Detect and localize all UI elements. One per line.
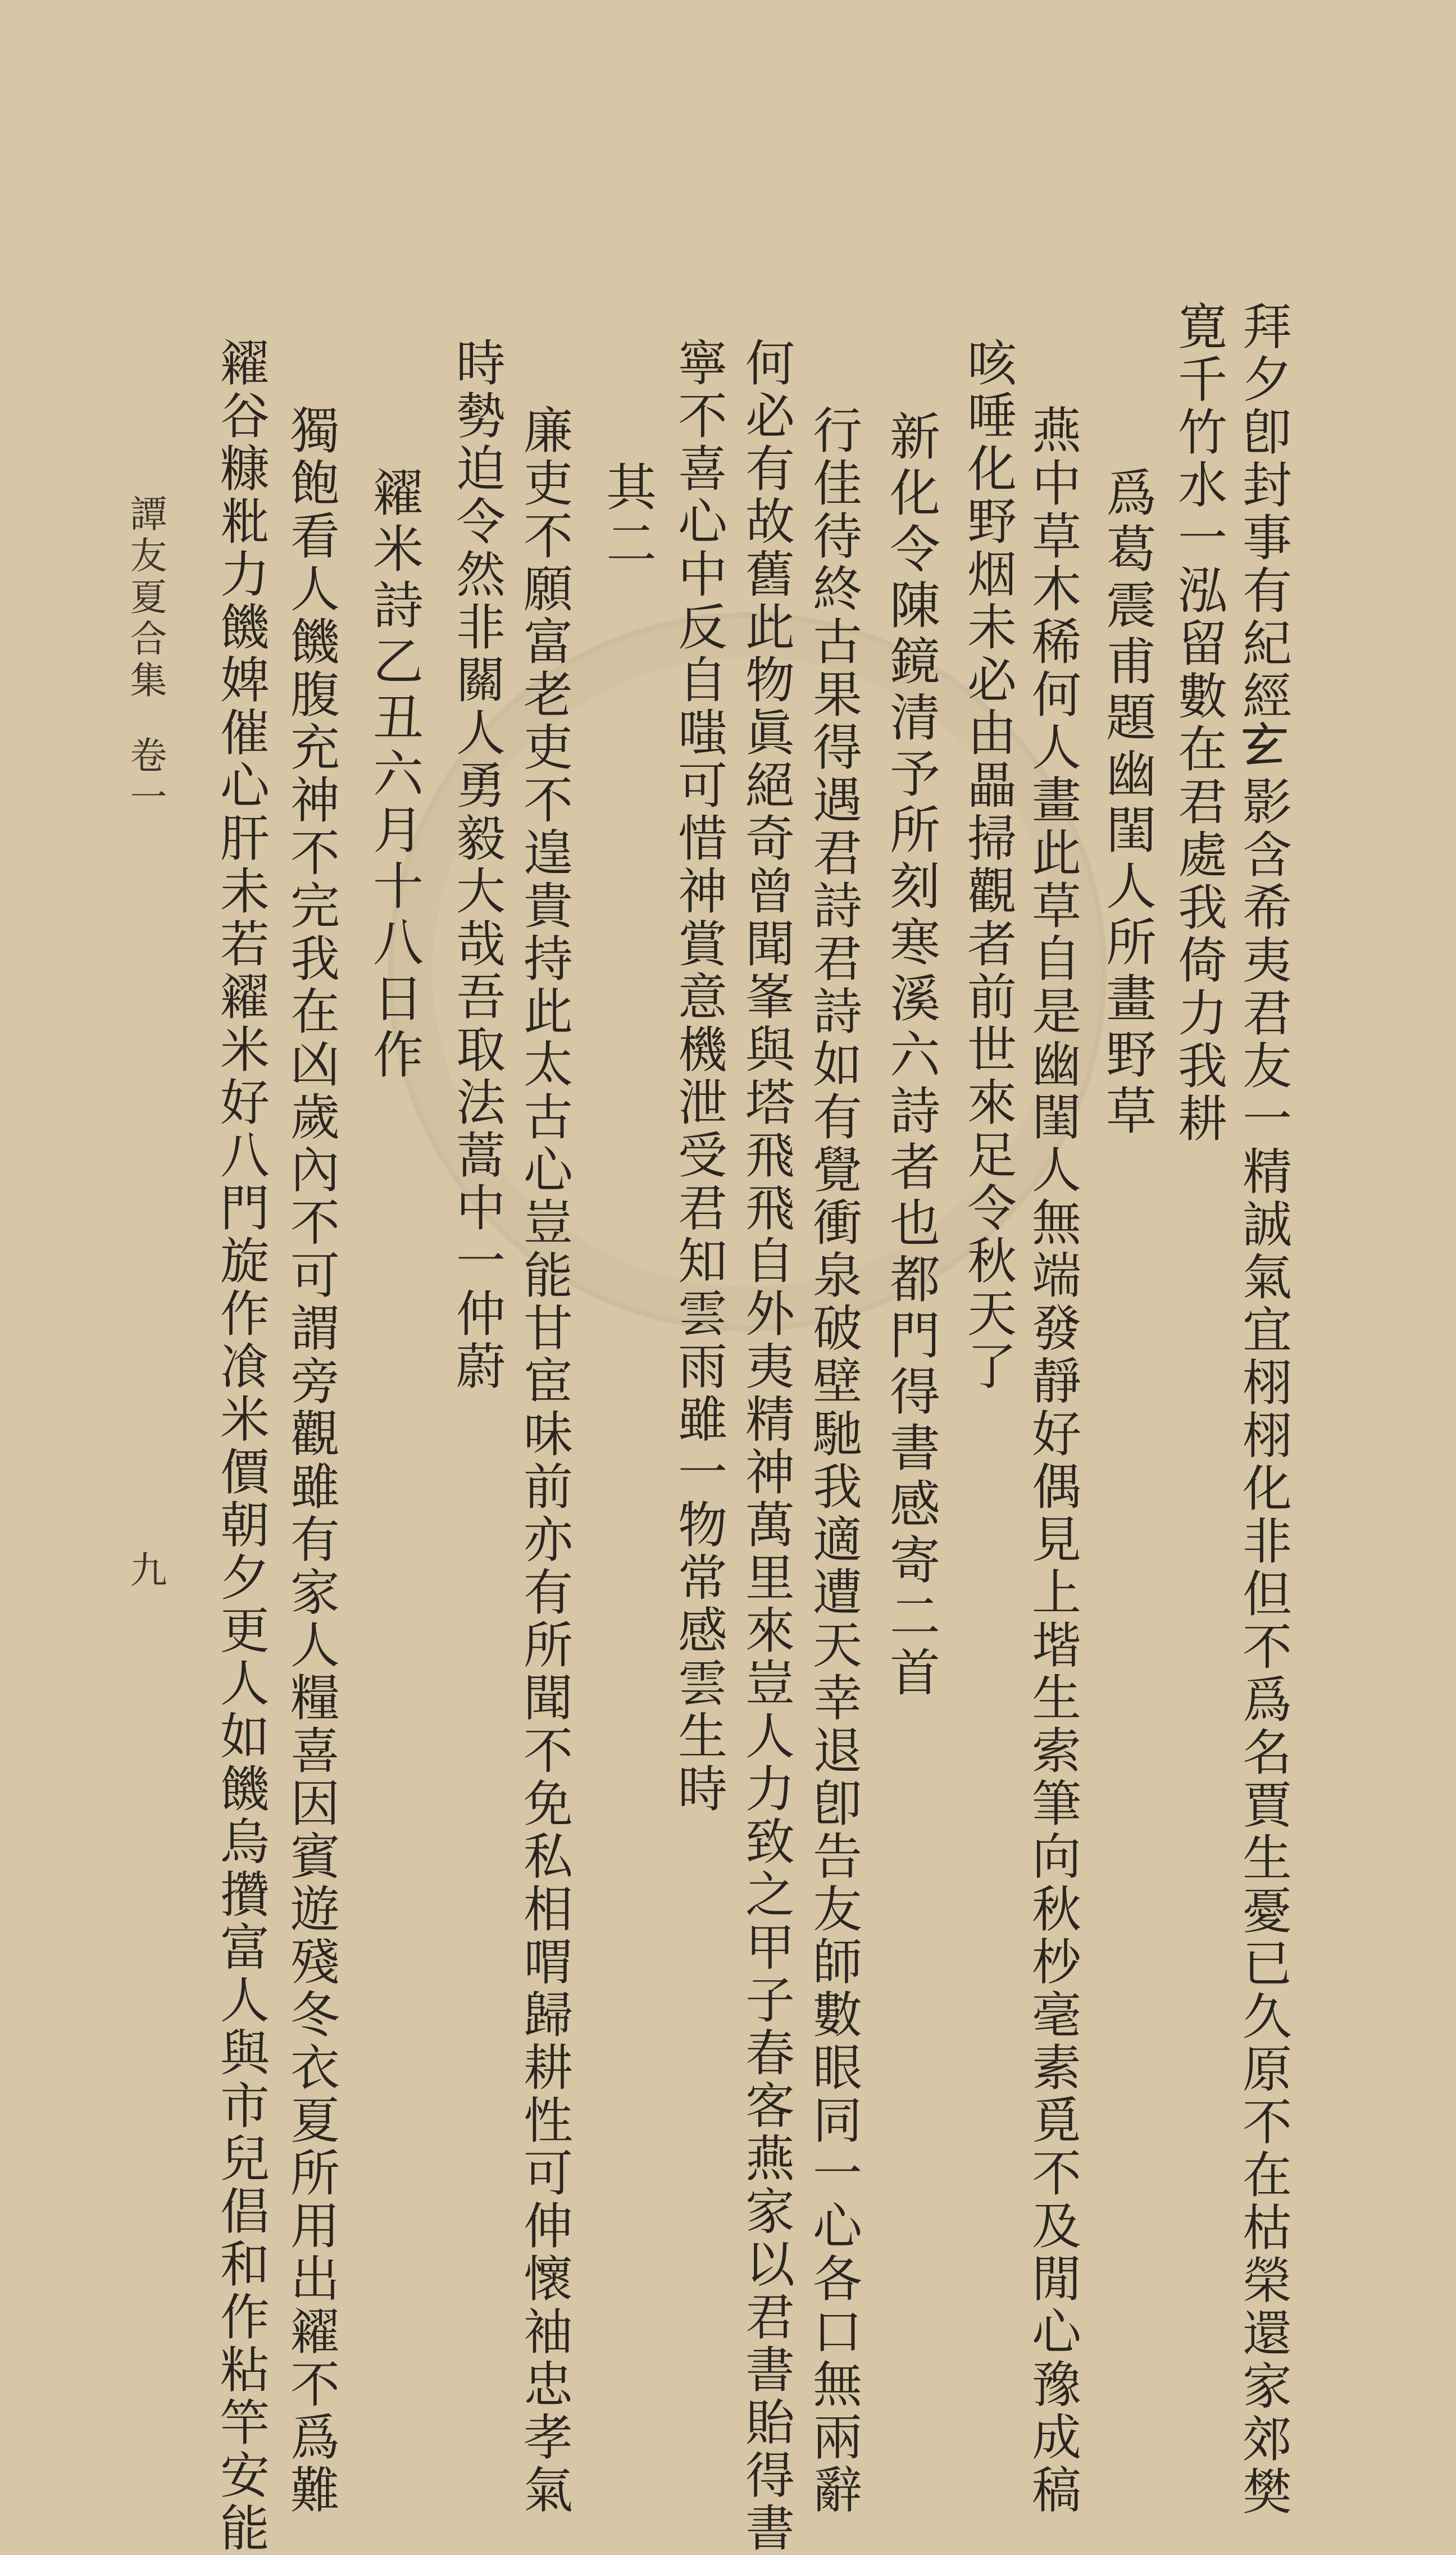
text-line-4: 燕中草木稀何人畫此草自是幽閨人無端發靜好偶見上堦生索筆向秋杪毫素覓不及閒心豫成稿 xyxy=(1024,404,1082,2517)
text-line-8: 何必有故舊此物眞絕奇曾聞峯與塔飛飛自外夷精神萬里來豈人力致之甲子春客燕家以君書貽得書 xyxy=(738,337,795,2555)
text-line-1: 拜夕卽封事有紀經𤣥影含希夷君友一精誠氣宜栩栩化非但不爲名賈生憂已久原不在枯榮還家郊樊 xyxy=(1235,301,1293,2518)
text-line-5: 咳唾化野烟未必由畾掃觀者前世來足令秋天了 xyxy=(959,337,1017,1393)
poem-title-1: 爲葛震甫題幽閨人所畫野草 xyxy=(1097,466,1156,1140)
volume-label: 卷一 xyxy=(124,736,167,819)
text-line-2: 寛千竹水一泓留數在君處我倚力我耕 xyxy=(1170,301,1228,1145)
text-line-7: 行佳待終古果得遇君詩君詩如有覺衝泉破壁馳我適遭天幸退卽告友師數眼同一心各口無兩辭 xyxy=(805,404,863,2517)
page-number: 九 xyxy=(124,1551,167,1591)
text-line-11: 廉吏不願富老吏不遑貴持此太古心豈能甘宦味前亦有所聞不免私相喟歸耕性可伸懷袖忠孝氣 xyxy=(516,404,574,2517)
book-title: 譚友夏合集 xyxy=(124,494,167,702)
poem-title-3: 糴米詩乙丑六月十八日作 xyxy=(364,466,423,1084)
text-line-12: 時勢迫令然非關人勇毅大哉吾取法蒿中一仲蔚 xyxy=(448,337,506,1393)
text-line-9: 寧不喜心中反自嗤可惜神賞意機泄受君知雲雨雖一物常感雲生時 xyxy=(670,337,728,1816)
text-line-15: 糴谷糠粃力饑婢催心肝未若糴米好八門旋作飡米價朝夕更人如饑烏攢富人與市兒倡和作粘竿安能 xyxy=(212,337,270,2555)
book-title-footer xyxy=(124,494,167,819)
poem-title-2: 新化令陳鏡清予所刻寒溪六詩者也都門得書感寄二首 xyxy=(881,410,940,1702)
poem-subtitle-2: 其二 xyxy=(597,461,656,573)
text-line-14: 獨飽看人饑腹充神不完我在凶歲內不可謂旁觀雖有家人糧喜因賓遊殘冬衣夏所用出糴不爲難 xyxy=(283,404,340,2517)
